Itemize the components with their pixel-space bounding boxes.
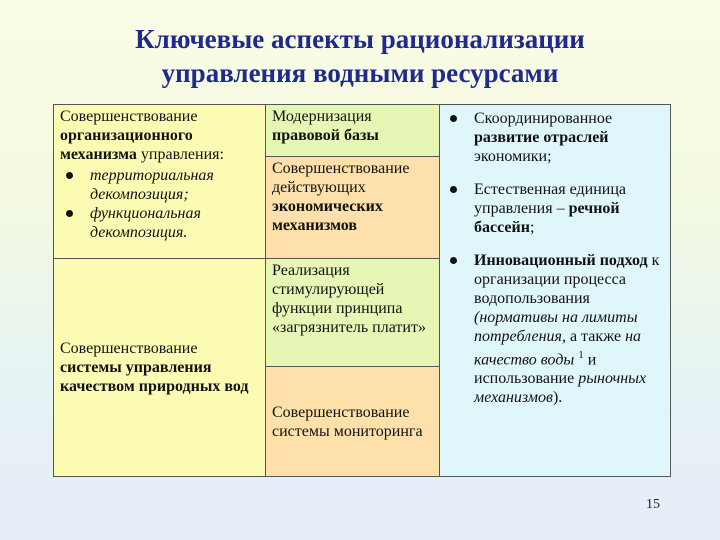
bullet-functional: функциональная декомпозиция.: [90, 205, 201, 241]
list-item: [446, 180, 664, 237]
cell-approaches: [440, 105, 671, 477]
list-item: [60, 166, 259, 204]
water-quality-plain: Совершенствование: [60, 340, 198, 357]
cell-legal-base: [266, 105, 440, 157]
water-quality-bold: системы управления качеством природных вод: [60, 359, 249, 395]
basin-bold: речной бассейн: [474, 200, 620, 236]
approaches-list: [446, 109, 664, 407]
innovation-italic-2: на качество воды: [474, 328, 641, 369]
bullet-icon: [450, 115, 457, 122]
slide-title: [0, 22, 720, 90]
innovation-plain: к организации процесса водопользования: [474, 252, 660, 307]
basin-plain: Естественная единица управления –: [474, 181, 626, 217]
page-number: 15: [646, 497, 660, 512]
list-item: [446, 109, 664, 166]
innovation-bold: Инновационный подход: [474, 252, 648, 269]
coordinated-after: экономики;: [474, 148, 552, 165]
org-mechanism-after: управления:: [140, 146, 224, 163]
cell-economic-mechanisms: [266, 157, 440, 259]
innovation-italic-3: рыночных механизмов: [474, 370, 647, 407]
innovation-plain-3: и использование: [474, 351, 597, 388]
list-item: [60, 204, 259, 242]
polluter-pays-text: Реализация стимулирующей функции принципа «загрязнитель платит»: [272, 262, 426, 336]
decomposition-list: [60, 166, 259, 242]
innovation-plain-2: , а также: [561, 328, 622, 345]
aspects-table: [53, 104, 671, 477]
cell-water-quality: [54, 259, 266, 477]
coordinated-bold: развитие отраслей: [474, 129, 609, 146]
footnote-mark: 1: [578, 349, 584, 361]
bullet-icon: [450, 257, 457, 264]
cell-polluter-pays: [266, 259, 440, 367]
coordinated-plain: Скоординированное: [474, 110, 613, 127]
cell-org-mechanism: [54, 105, 266, 259]
org-mechanism-plain: Совершенствование: [60, 108, 198, 125]
economic-bold: экономических механизмов: [272, 198, 383, 234]
list-item: [446, 251, 664, 407]
innovation-end: ).: [552, 389, 563, 407]
bullet-icon: [66, 210, 73, 217]
legal-base-plain: Модернизация: [272, 108, 372, 125]
title-line-2: управления водными ресурсами: [161, 58, 559, 88]
cell-monitoring: [266, 367, 440, 477]
innovation-italic-1: (нормативы на лимиты потребления: [474, 309, 638, 345]
bullet-icon: [450, 186, 457, 193]
monitoring-text: Совершенствование системы мониторинга: [272, 403, 423, 440]
title-line-1: Ключевые аспекты рационализации: [135, 24, 585, 54]
legal-base-bold: правовой базы: [272, 127, 379, 144]
economic-plain: Совершенствование действующих: [272, 160, 410, 196]
basin-after: ;: [529, 219, 535, 236]
bullet-territorial: территориальная декомпозиция;: [90, 167, 214, 203]
bullet-icon: [66, 172, 73, 179]
org-mechanism-bold: организационного механизма: [60, 127, 193, 163]
